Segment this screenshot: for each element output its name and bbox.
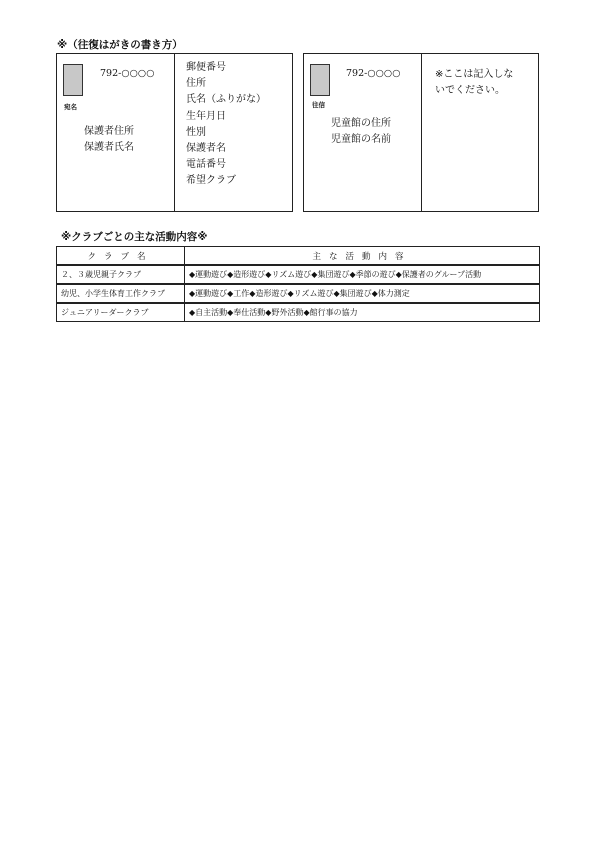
stamp-label: 宛名 [64, 103, 77, 111]
activities-cell: ◆運動遊び◆造形遊び◆リズム遊び◆集団遊び◆季節の遊び◆保護者のグループ活動 [185, 265, 540, 284]
card-divider [174, 54, 175, 211]
postal-code: 792-○○○○ [100, 68, 155, 79]
club-name-cell: 幼児、小学生体育工作クラブ [57, 284, 185, 303]
stamp-box [63, 64, 83, 96]
club-name-cell: ２、３歳児親子クラブ [57, 265, 185, 284]
header-club-name: クラブ名 [57, 247, 185, 266]
field-name: 氏名（ふりがな） [186, 94, 266, 106]
stamp-label: 往信 [312, 101, 325, 109]
note-line: いでください。 [435, 85, 505, 96]
field-guardian-name: 保護者名 [186, 143, 226, 155]
table-row [57, 265, 540, 284]
hall-address: 児童館の住所 [331, 118, 391, 129]
card-divider [421, 54, 422, 211]
section-heading-postcard: ※（往復はがきの書き方） [57, 39, 183, 51]
postal-code: 792-○○○○ [346, 68, 401, 79]
hall-name: 児童館の名前 [331, 134, 391, 145]
header-activities: 主な活動内容 [185, 247, 540, 266]
table-row [57, 284, 540, 303]
note-line: ※ここは記入しな [435, 69, 514, 80]
field-birthdate: 生年月日 [186, 110, 226, 122]
reply-card [56, 53, 293, 212]
recipient-name: 保護者氏名 [84, 142, 134, 153]
send-card [303, 53, 539, 212]
field-phone: 電話番号 [186, 159, 226, 171]
do-not-write-note [435, 67, 513, 99]
club-activities-table [56, 246, 540, 322]
field-postal-code: 郵便番号 [186, 62, 226, 73]
field-club: 希望クラブ [186, 175, 236, 187]
application-fields [186, 60, 266, 190]
activities-cell: ◆自主活動◆奉仕活動◆野外活動◆館行事の協力 [185, 303, 540, 322]
field-address: 住所 [186, 78, 206, 90]
recipient-address: 保護者住所 [84, 126, 134, 137]
table-header-row [57, 247, 540, 266]
club-name-cell: ジュニアリーダークラブ [57, 303, 185, 322]
table-row [57, 303, 540, 322]
section-heading-clubs: ※クラブごとの主な活動内容※ [61, 231, 208, 243]
stamp-box [310, 64, 330, 96]
field-gender: 性別 [186, 126, 206, 138]
activities-cell: ◆運動遊び◆工作◆造形遊び◆リズム遊び◆集団遊び◆体力測定 [185, 284, 540, 303]
